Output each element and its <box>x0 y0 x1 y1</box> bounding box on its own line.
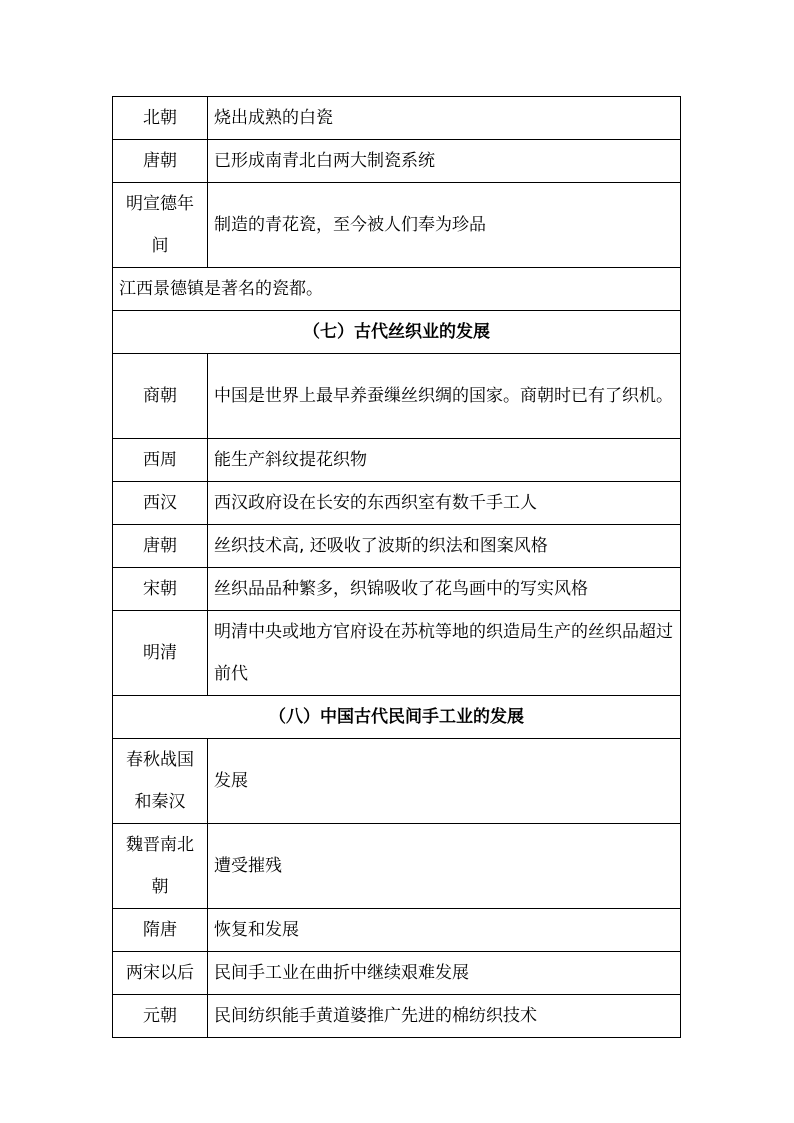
era-cell: 两宋以后 <box>113 952 208 995</box>
era-cell: 明宣德年间 <box>113 183 208 268</box>
description-cell: 丝织技术高, 还吸收了波斯的织法和图案风格 <box>208 525 681 568</box>
table-row <box>113 909 681 952</box>
table-row <box>113 354 681 439</box>
era-cell: 明清 <box>113 611 208 696</box>
table-row <box>113 525 681 568</box>
section-heading-row <box>113 696 681 739</box>
description-cell: 恢复和发展 <box>208 909 681 952</box>
table-row <box>113 611 681 696</box>
table-row <box>113 952 681 995</box>
era-cell: 西汉 <box>113 482 208 525</box>
era-cell: 西周 <box>113 439 208 482</box>
table-row <box>113 268 681 311</box>
section-heading-row <box>113 311 681 354</box>
description-cell: 遭受摧残 <box>208 824 681 909</box>
table-row <box>113 568 681 611</box>
era-cell: 魏晋南北朝 <box>113 824 208 909</box>
description-cell: 制造的青花瓷，至今被人们奉为珍品 <box>208 183 681 268</box>
era-cell: 春秋战国和秦汉 <box>113 739 208 824</box>
table-row <box>113 183 681 268</box>
description-cell: 西汉政府设在长安的东西织室有数千手工人 <box>208 482 681 525</box>
table-row <box>113 824 681 909</box>
section-heading: （七）古代丝织业的发展 <box>113 311 681 354</box>
description-cell: 发展 <box>208 739 681 824</box>
era-cell: 宋朝 <box>113 568 208 611</box>
description-cell: 民间手工业在曲折中继续艰难发展 <box>208 952 681 995</box>
table-row <box>113 995 681 1038</box>
era-cell: 隋唐 <box>113 909 208 952</box>
era-cell: 商朝 <box>113 354 208 439</box>
history-table <box>112 96 681 1038</box>
description-cell: 明清中央或地方官府设在苏杭等地的织造局生产的丝织品超过前代 <box>208 611 681 696</box>
table-row <box>113 439 681 482</box>
description-cell: 丝织品品种繁多，织锦吸收了花鸟画中的写实风格 <box>208 568 681 611</box>
note-cell: 江西景德镇是著名的瓷都。 <box>113 268 681 311</box>
table-row <box>113 140 681 183</box>
era-cell: 元朝 <box>113 995 208 1038</box>
table-row <box>113 482 681 525</box>
description-cell: 中国是世界上最早养蚕缫丝织绸的国家。商朝时已有了织机。 <box>208 354 681 439</box>
description-cell: 民间纺织能手黄道婆推广先进的棉纺织技术 <box>208 995 681 1038</box>
era-cell: 唐朝 <box>113 140 208 183</box>
description-cell: 能生产斜纹提花织物 <box>208 439 681 482</box>
era-cell: 北朝 <box>113 97 208 140</box>
table-row <box>113 739 681 824</box>
era-cell: 唐朝 <box>113 525 208 568</box>
table-row <box>113 97 681 140</box>
description-cell: 烧出成熟的白瓷 <box>208 97 681 140</box>
section-heading: （八）中国古代民间手工业的发展 <box>113 696 681 739</box>
description-cell: 已形成南青北白两大制瓷系统 <box>208 140 681 183</box>
